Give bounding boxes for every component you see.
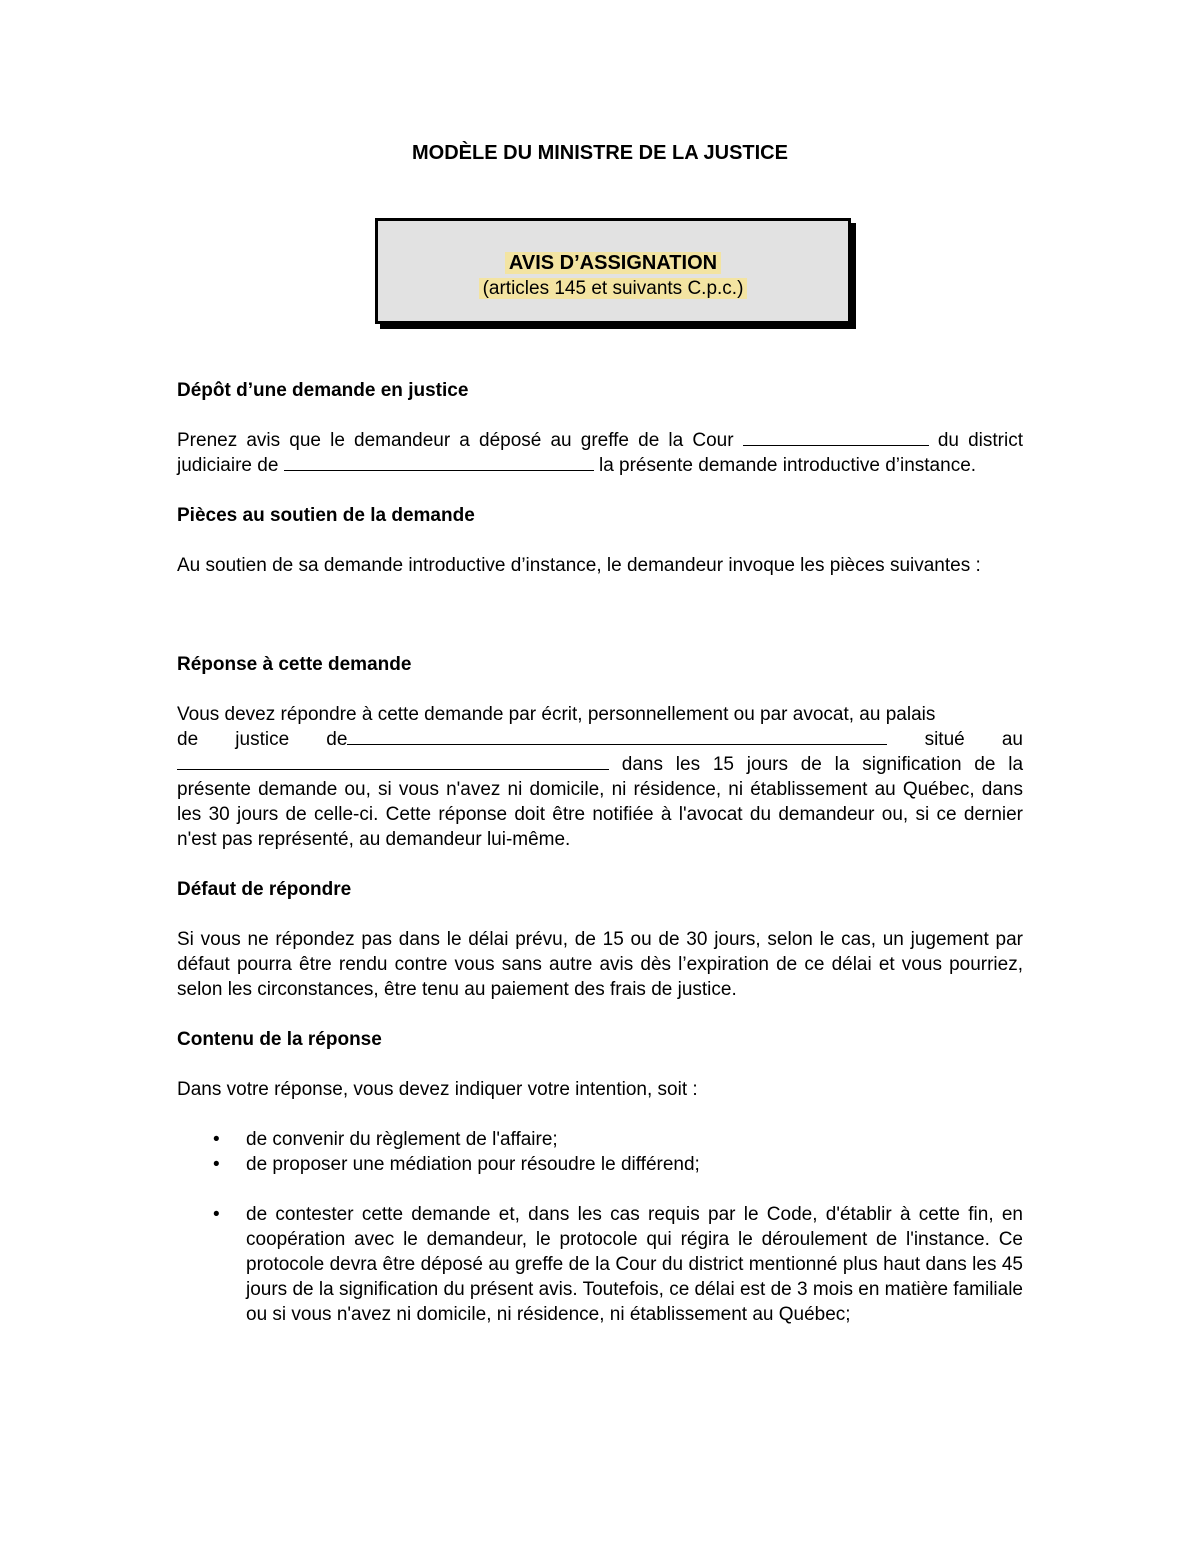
heading-contenu: Contenu de la réponse: [177, 1029, 382, 1050]
heading-defaut: Défaut de répondre: [177, 879, 352, 900]
heading-reponse: Réponse à cette demande: [177, 654, 412, 675]
box-subtitle-line: [378, 276, 848, 302]
para-depot: [177, 428, 1023, 478]
bullet-icon: •: [213, 1154, 220, 1175]
heading-depot: Dépôt d’une demande en justice: [177, 380, 469, 401]
title-box: [375, 218, 851, 324]
list-item: [177, 1127, 1023, 1152]
word-de-blank: [326, 727, 887, 752]
list-item-text: de convenir du règlement de l'affaire;: [246, 1129, 558, 1150]
word-de2: de: [326, 729, 348, 750]
depot-text-2: du district judiciaire de: [177, 430, 1023, 476]
para-pieces: Au soutien de sa demande introductive d’instance, le demandeur invoque les pièces suivantes :: [177, 555, 981, 576]
word-situe: situé: [924, 729, 965, 750]
heading-pieces: Pièces au soutien de la demande: [177, 505, 475, 526]
blank-district-field[interactable]: [284, 453, 594, 471]
bullet-icon: •: [213, 1204, 220, 1225]
box-subtitle: (articles 145 et suivants C.p.c.): [479, 278, 748, 299]
box-title: AVIS D’ASSIGNATION: [505, 252, 721, 274]
para-reponse-line2: [177, 727, 1023, 752]
list-item: [177, 1202, 1023, 1327]
options-list: [177, 1127, 1023, 1327]
para-reponse-line1: Vous devez répondre à cette demande par écrit, personnellement ou par avocat, au palais: [177, 704, 936, 725]
blank-palais-field[interactable]: [347, 727, 887, 745]
depot-text-1: Prenez avis que le demandeur a déposé au greffe de la Cour: [177, 430, 734, 451]
para-defaut: Si vous ne répondez pas dans le délai prévu, de 15 ou de 30 jours, selon le cas, un jugement par défaut pourra être rendu contre vous sans autre avis dès l’expiration de ce délai et vous pourriez, selon les circonstances, être tenu au paiement des frais de justice.: [177, 929, 1023, 1000]
list-item-text: de contester cette demande et, dans les cas requis par le Code, d'établir à cette fin, en coopération avec le demandeur, le protocole qui régira le déroulement de l'instance. Ce protocole devra être déposé au greffe de la Cour du district mentionné plus haut dans les 45 jours de la signification du présent avis. Toutefois, ce délai est de 3 mois en matière familiale ou si vous n'avez ni domicile, ni résidence, ni établissement au Québec;: [246, 1204, 1023, 1325]
para-reponse-rest: [177, 752, 1023, 852]
depot-text-3: la présente demande introductive d’instance.: [598, 455, 977, 476]
main-title: MODÈLE DU MINISTRE DE LA JUSTICE: [412, 142, 788, 164]
box-title-line: [378, 250, 848, 276]
word-au: au: [1001, 729, 1023, 750]
blank-cour-field[interactable]: [743, 428, 929, 446]
para-contenu-intro: Dans votre réponse, vous devez indiquer votre intention, soit :: [177, 1079, 698, 1100]
list-item-text: de proposer une médiation pour résoudre le différend;: [246, 1154, 700, 1175]
bullet-icon: •: [213, 1129, 220, 1150]
list-item: [177, 1152, 1023, 1177]
document-body: [177, 378, 1023, 1327]
word-justice: justice: [235, 729, 290, 750]
blank-adresse-field[interactable]: [177, 752, 609, 770]
word-de: de: [177, 729, 199, 750]
reponse-text-rest: dans les 15 jours de la signification de la présente demande ou, si vous n'avez ni domicile, ni résidence, ni établissement au Québec, dans les 30 jours de celle-ci. Cette réponse doit être notifiée à l'avocat du demandeur ou, si ce dernier n'est pas représenté, au demandeur lui-même.: [177, 754, 1024, 850]
